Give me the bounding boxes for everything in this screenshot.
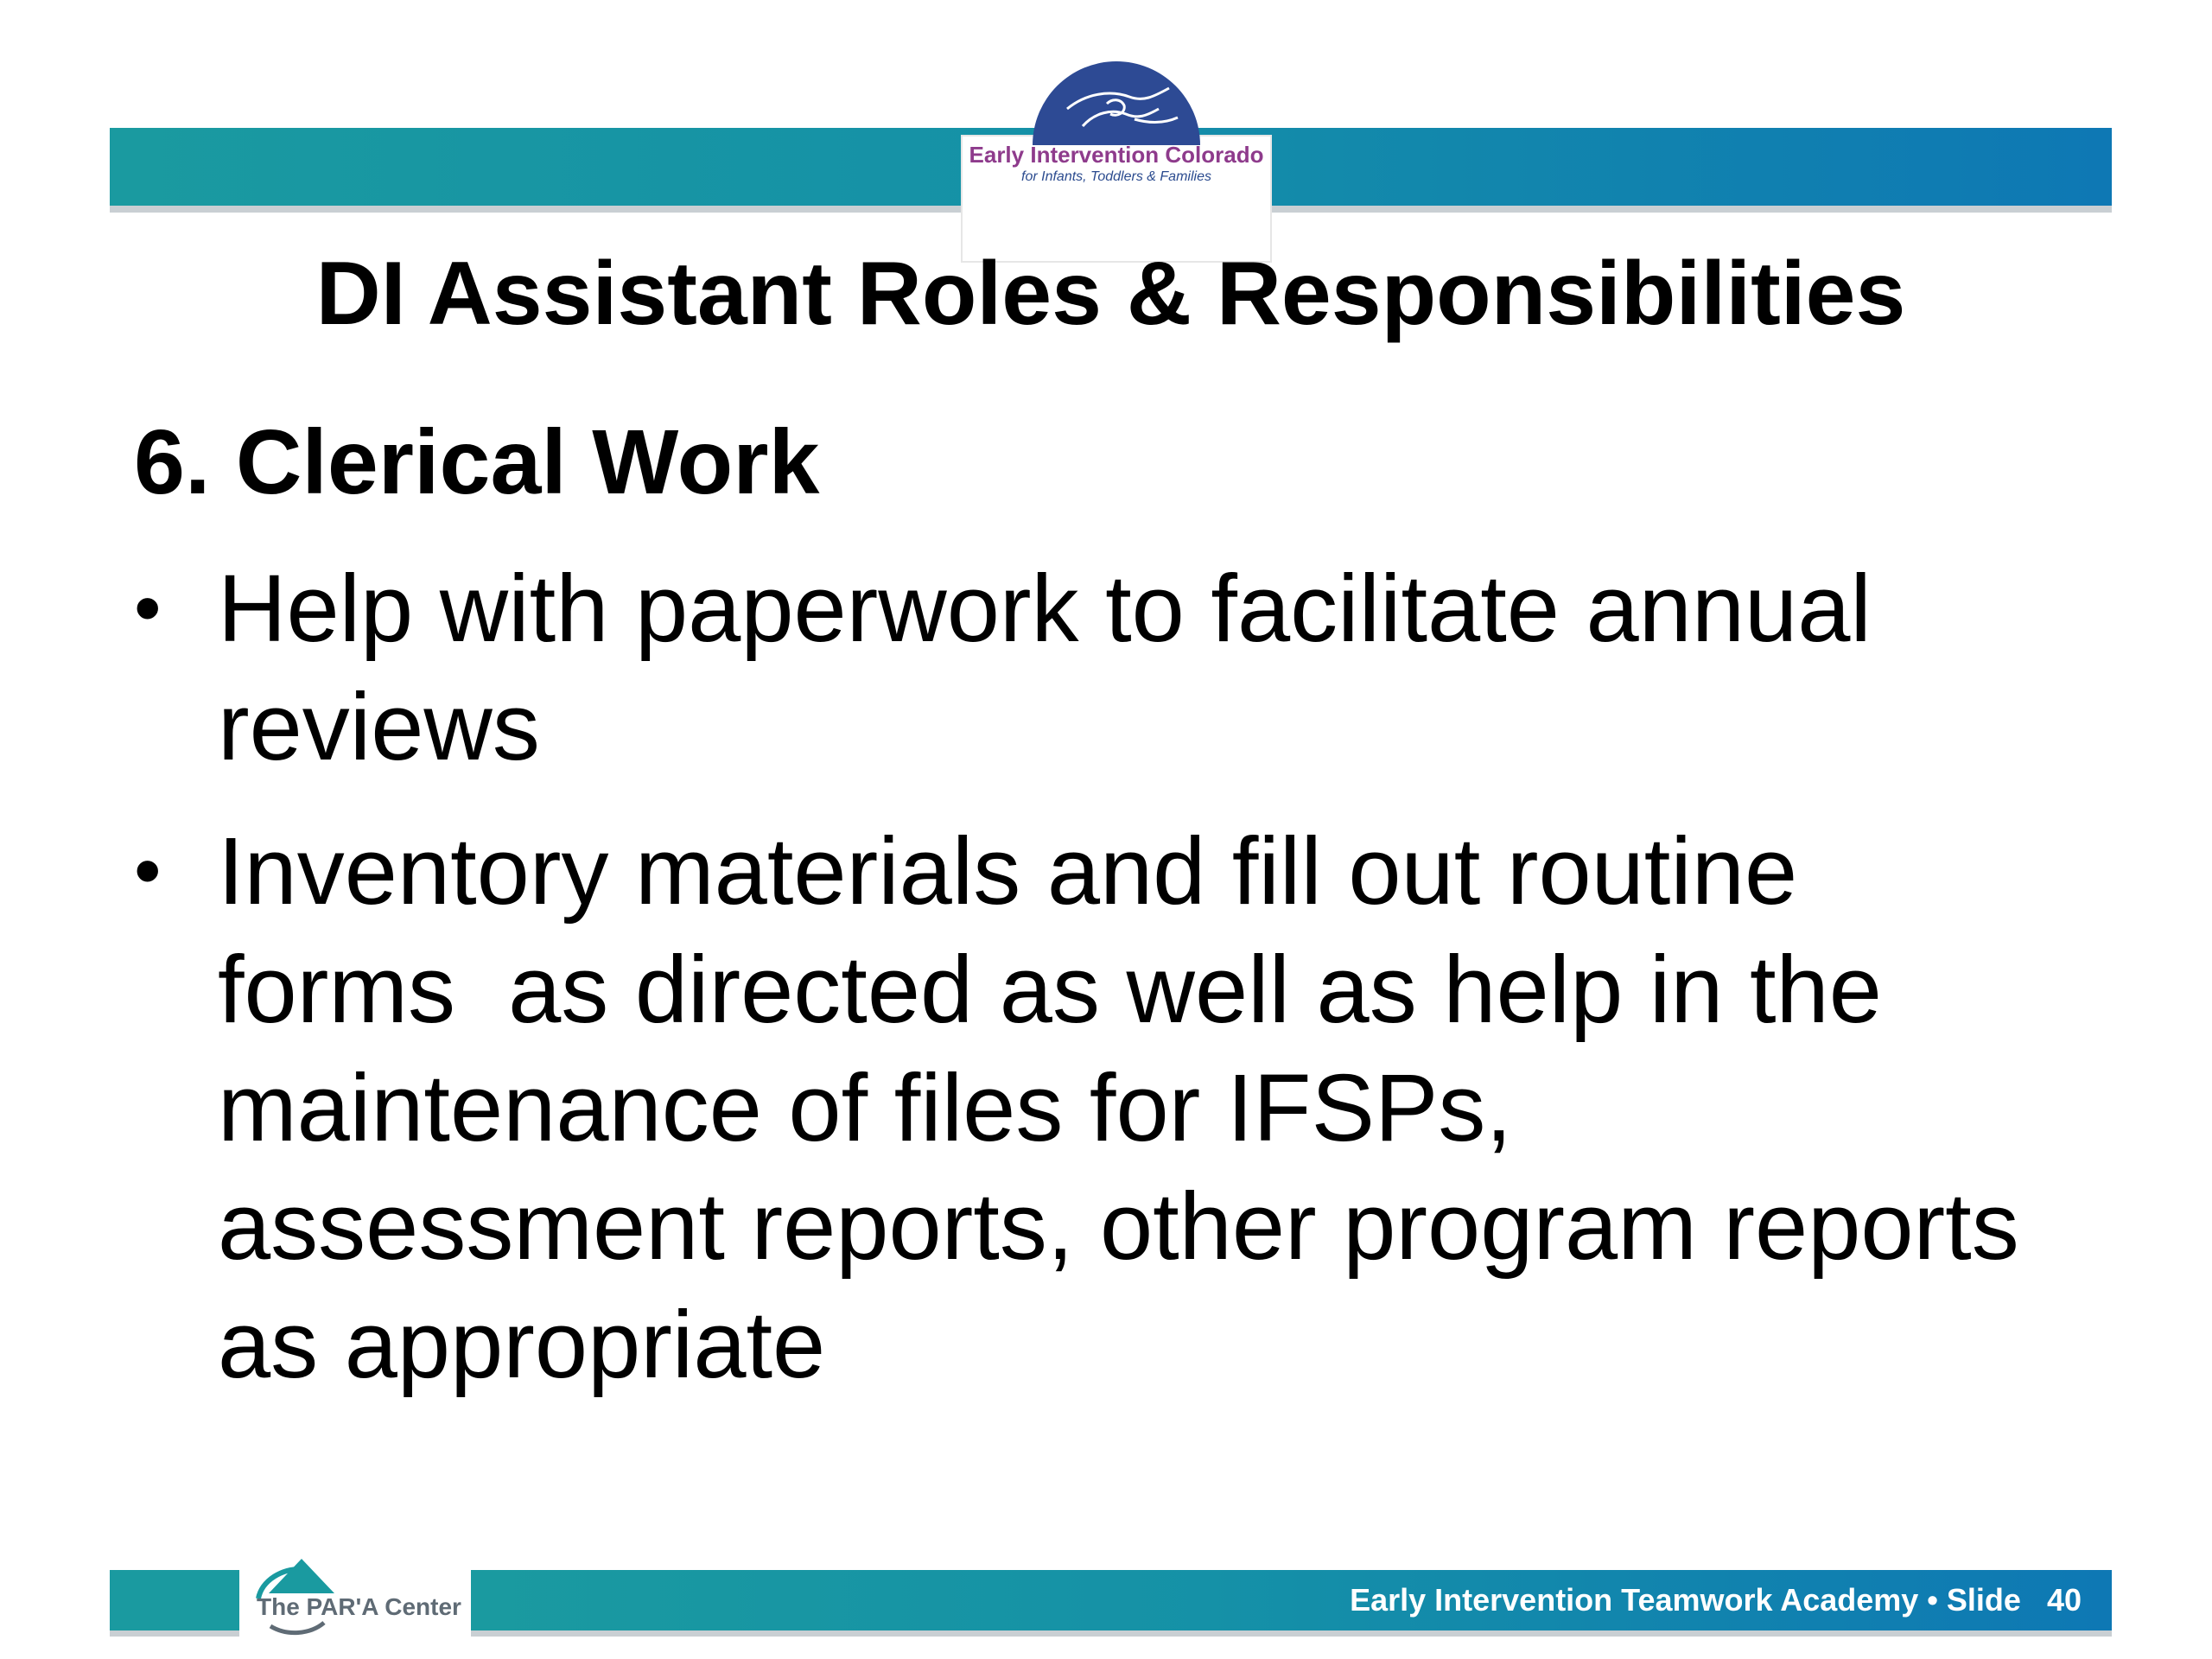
bullet-dot-icon: • [134, 565, 162, 652]
bullet-line: maintenance of files for IFSPs, [218, 1055, 1512, 1161]
bullet-line: assessment reports, other program reports [218, 1173, 2019, 1280]
footer-band-left [110, 1570, 239, 1630]
bullet-line: Inventory materials and fill out routine [218, 818, 1798, 925]
footer-text: Early Intervention Teamwork Academy • Slide 40 [1350, 1582, 2082, 1618]
early-intervention-colorado-logo [961, 59, 1272, 206]
section-heading: 6. Clerical Work [134, 411, 820, 513]
logo-subtitle: for Infants, Toddlers & Families [1021, 169, 1211, 184]
logo-title: Early Intervention Colorado [969, 142, 1264, 168]
bullet-item [134, 812, 2113, 1404]
bullet-line: reviews [218, 674, 540, 780]
bullet-line: as appropriate [218, 1292, 826, 1398]
bullet-line: forms as directed as well as help in the [218, 937, 1882, 1043]
slide-title: DI Assistant Roles & Responsibilities [315, 244, 1906, 344]
bullet-list [134, 550, 2113, 1430]
bullet-item [134, 550, 2113, 786]
hands-dome-icon [1033, 59, 1200, 145]
bullet-dot-icon: • [134, 828, 162, 914]
bullet-line: Help with paperwork to facilitate annual [218, 556, 1872, 662]
para-center-logo [239, 1547, 471, 1642]
para-center-logo-text: The PAR'A Center [257, 1593, 461, 1620]
